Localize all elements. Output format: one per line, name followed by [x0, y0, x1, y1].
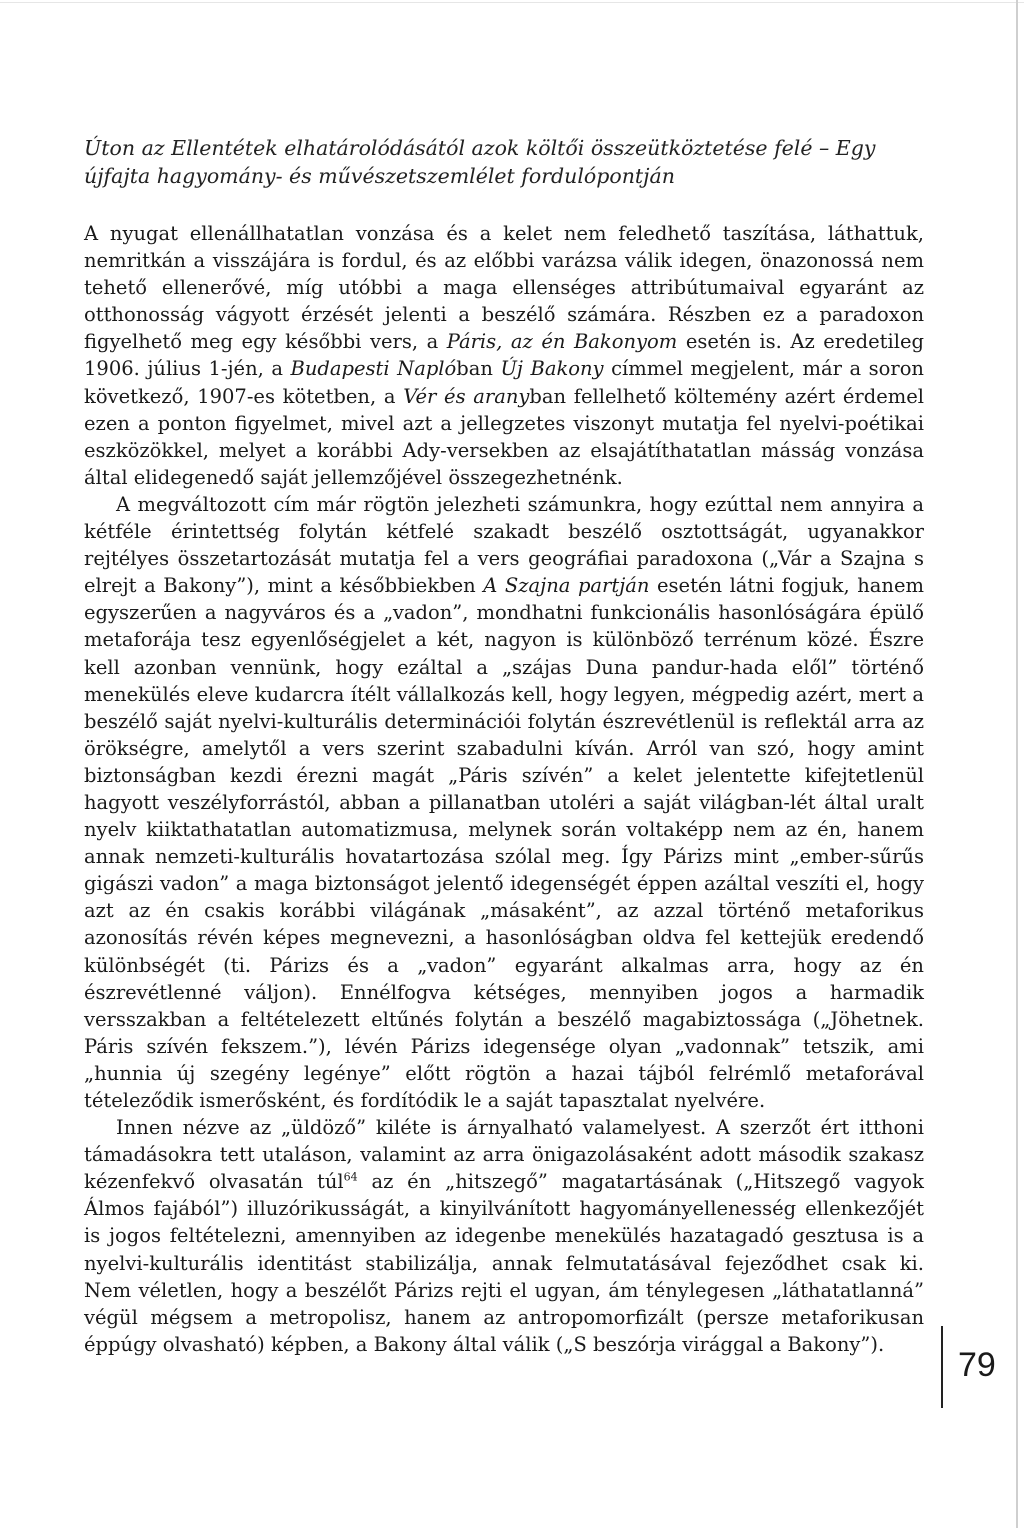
- paragraph-3: Innen nézve az „üldöző” kiléte is árnyalható valamelyest. A szerzőt ért itthoni támadásokra tett utaláson, valamint az arra önigazolásaként adott második szakasz kézenfekvő olvasatán túl$^{64}$ az én „hitszegő” magatartásának („Hitszegő vagyok Álmos fajából”) illuzórikusságát, a kinyilvánított hagyományellenesség ellenkezőjét is jogos feltételezni, amennyiben az idegenbe menekülés hazatagadó gesztusa is a nyelvi-kulturális identitást stabilizálja, annak felmutatásával fejeződhet csak ki. Nem véletlen, hogy a beszélőt Párizs rejti el ugyan, ám ténylegesen „láthatatlanná” végül mégsem a metropolisz, hanem az antropomorfizált (persze metaforikusan éppúgy olvasható) képben, a Bakony által válik („S beszórja virággal a Bakony”).: [84, 1116, 924, 1356]
- paragraph-1: A nyugat ellenállhatatlan vonzása és a kelet nem feledhető taszítása, láthattuk, nemritkán a visszájára is fordul, és az előbbi varázsa válik idegen, önazonossá nem tehető ellenerővé, míg utóbbi a maga ellenséges attribútumaival egyaránt az otthonosság vágyott érzését jelenti a beszélő számára. Részben ez a paradoxon figyelhető meg egy későbbi vers, a Páris, az én Bakonyom esetén is. Az eredetileg 1906. július 1-jén, a Budapesti Naplóban Új Bakony címmel megjelent, már a soron következő, 1907-es kötetben, a Vér és aranyban fellelhető költemény azért érdemel ezen a ponton figyelmet, mivel azt a jellegzetes viszonyt mutatja fel nyelvi-poétikai eszközökkel, melyet a korábbi Ady-versekben az elsajátíthatatlan másság vonzása által elidegenedő saját jellemzőjével összegezhetnénk.: [84, 222, 925, 489]
- title-ver-es-arany: Vér és arany: [403, 384, 530, 408]
- title-a-szajna-partjan: A Szajna partján: [483, 574, 650, 598]
- running-title: Úton az Ellentétek elhatárolódásától azok költői összeütköztetése felé – Egy újfajta hagyomány- és művészetszemlélet fordulópontján: [84, 136, 876, 188]
- page-number: 79: [958, 1346, 996, 1384]
- title-paris-az-en-bakonyom: Páris, az én Bakonyom: [446, 330, 678, 354]
- paragraph-2: A megváltozott cím már rögtön jelezheti számunkra, hogy ezúttal nem annyira a kétféle érintettség folytán kétfelé szakadt beszélő osztottságát, ugyanakkor rejtélyes összetartozását mutatja fel a vers geográfiai paradoxona („Vár a Szajna s elrejt a Bakony”), mint a későbbiekben A Szajna partján esetén látni fogjuk, hanem egyszerűen a nagyváros és a „vadon”, mondhatni funkcionális hasonlóságára épülő metaforája tesz egyenlőségjelet a két, nagyon is különböző terrénum közé. Észre kell azonban vennünk, hogy ezáltal a „szájas Duna pandur-hada elől” történő menekülés eleve kudarcra ítélt vállalkozás kell, hogy legyen, mégpedig azért, mert a beszélő saját nyelvi-kulturális determinációi folytán észrevétlenül is reflektál arra az örökségre, amelytől a vers szerint szabadulni kíván. Arról van szó, hogy amint biztonságban kezdi érezni magát „Páris szívén” a kelet jelentette kifejtetlenül hagyott veszélyforrástól, abban a pillanatban utoléri a saját világban-lét által uralt nyelv kiiktathatatlan automatizmusa, melynek során voltaképp nem az én, hanem annak nemzeti-kulturális hovatartozása szólal meg. Így Párizs mint „ember-sűrűs gigászi vadon” a maga biztonságot jelentő idegenségét éppen azáltal veszíti el, hogy azt az én csakis korábbi világának „másaként”, az azzal történő metaforikus azonosítás révén képes megnevezni, a hasonlóságban oldva fel kettejük eredendő különbségét (ti. Párizs és a „vadon” egyaránt alkalmas arra, hogy az én észrevétlenné váljon). Ennélfogva kétséges, mennyiben jogos a harmadik versszakban a feltételezett eltűnés folytán a beszélő magabiztossága („Jöhetnek. Páris szívén fekszem.”), lévén Párizs idegensége olyan „vadonnak” tetszik, ami „hunnia új szegény legénye” előtt rögtön a hazai tájból felrémlő metaforával tételeződik ismerősként, és fordítódik le a saját tapasztalat nyelvére.: [84, 492, 924, 1112]
- body-text: [84, 220, 924, 1358]
- title-uj-bakony: Új Bakony: [500, 357, 604, 381]
- page-top-edge: [0, 2, 1024, 3]
- footnote-marker: 64: [343, 1170, 358, 1184]
- page-number-rule: [941, 1326, 943, 1408]
- title-budapesti-naplo: Budapesti Napló: [290, 357, 457, 381]
- page-right-edge: [1016, 0, 1018, 1528]
